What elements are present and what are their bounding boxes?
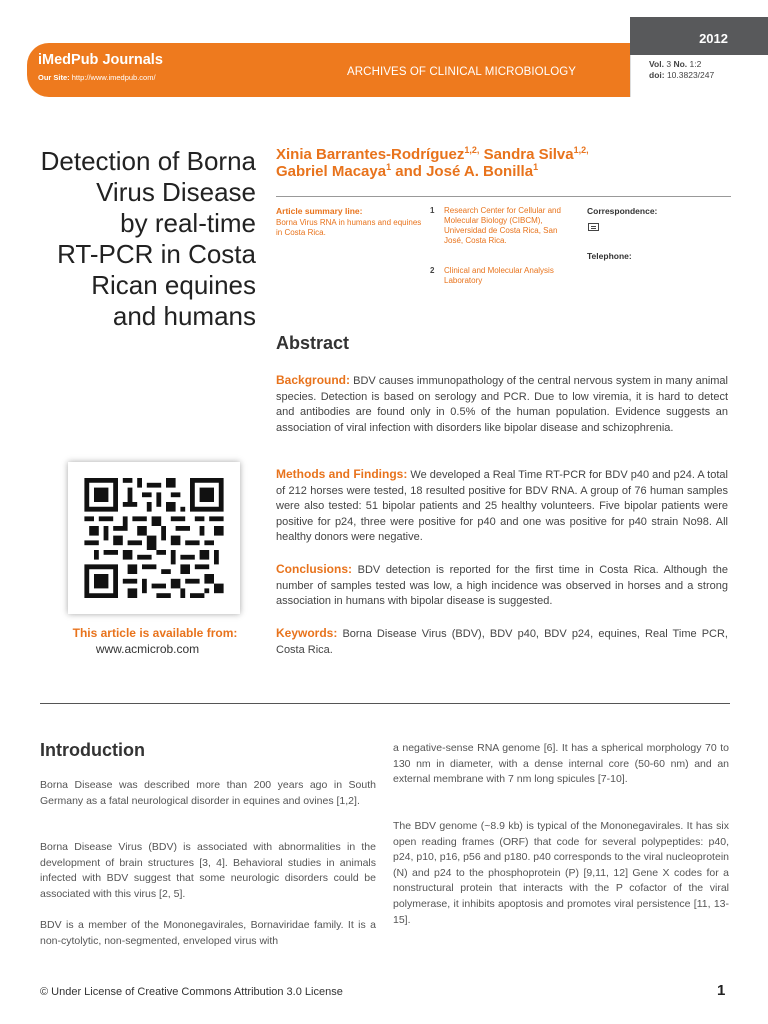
abstract-heading: Abstract — [276, 333, 350, 353]
year-box — [630, 17, 768, 55]
author-3: Gabriel Macaya — [276, 163, 387, 180]
page-number: 1 — [717, 982, 726, 999]
site-label: Our Site: — [38, 73, 70, 82]
site-url-link[interactable]: http://www.imedpub.com/ — [71, 73, 156, 82]
abstract-conclusions: Conclusions: BDV detection is reported for the first time in Costa Rica. Although the number of samples tested was low, a high incidence was observed in horses and a strong association in humans with bipolar disease is suggested. — [276, 562, 728, 608]
article-url-link[interactable]: www.acmicrob.com — [95, 642, 200, 656]
affiliation-2: 2 Clinical and Molecular Analysis Laboratory — [430, 266, 554, 285]
availability-label: This article is available from: — [72, 626, 238, 640]
intro-paragraph-4: a negative-sense RNA genome [6]. It has a spherical morphology 70 to 130 nm in diameter, with a dense internal core (50-60 nm) and an external membrane with 7 nm long spicules [7-10]. — [393, 742, 729, 786]
intro-paragraph-3: BDV is a member of the Mononegavirales, Bornaviridae family. It is a non-cytolytic, non-segmented, enveloped virus with — [40, 919, 376, 947]
intro-paragraph-1: Borna Disease was described more than 200 years ago in South Germany as a fatal neurological disorder in equines and ovines [1,2]. — [40, 779, 376, 807]
author-list: Xinia Barrantes-Rodríguez$^{1,2,}$ Sandra Silva$^{1,2,}$ Gabriel Macaya$^1$ and José A. Bonilla$^1$ — [276, 145, 589, 180]
intro-paragraph-5: The BDV genome (~8.9 kb) is typical of the Mononegavirales. It has six open reading frames (ORF) that code for several polypeptides: p40, p24, p10, p16, p56 and p180. p40 corresponds to the viral nucleoprotein (N) and p24 to the phosphoprotein (P) [9,11, 12] Gene X codes for a nonstructural protein that interacts with the P cofactor of the viral polymerase, it inhibits apoptosis and promotes viral persistence [11, 13-15]. — [393, 820, 729, 926]
affiliation-1: 1 Research Center for Cellular and Molecular Biology (CIBCM), Universidad de Costa Rica, San José, Costa Rica. — [430, 206, 561, 245]
volume-number: Vol. 3 No. 1:2 — [649, 59, 702, 69]
author-1: Xinia Barrantes-Rodríguez — [276, 146, 465, 163]
correspondence-label: Correspondence: — [587, 206, 658, 216]
author-2: Sandra Silva — [483, 146, 574, 163]
abstract-keywords: Keywords: Borna Disease Virus (BDV), BDV p40, BDV p24, equines, Real Time PCR, Costa Rica. — [276, 626, 728, 656]
summary-text: Borna Virus RNA in humans and equines in Costa Rica. — [276, 218, 422, 237]
qr-code-card[interactable] — [68, 462, 240, 614]
qr-code — [84, 478, 224, 598]
intro-paragraph-2: Borna Disease Virus (BDV) is associated with abnormalities in the development of brain structures [3, 4]. Behavioral studies in animals infected with BDV suggest that some neurologic disorders could be associated with this virus [2, 5]. — [40, 841, 376, 900]
author-4: José A. Bonilla — [426, 163, 534, 180]
year: 2012 — [699, 31, 728, 46]
mail-icon[interactable] — [588, 223, 599, 231]
issue-meta — [630, 55, 768, 97]
telephone-label: Telephone: — [587, 251, 632, 261]
license-footer: © Under License of Creative Commons Attribution 3.0 License — [40, 986, 343, 998]
journal-banner — [27, 43, 630, 97]
divider — [276, 196, 731, 197]
introduction-heading: Introduction — [40, 740, 145, 760]
summary-label: Article summary line: — [276, 206, 363, 216]
publisher-site — [38, 73, 156, 82]
abstract-background: Background: BDV causes immunopathology of the central nervous system in many animal species. Detection is based on serology and PCR. Due to low viremia, it is hard to detect and antibodies are found only in 0.5% of the human population. Evidence suggests an association of viral infection with disorders like bipolar disease and schizophrenia. — [276, 373, 728, 434]
journal-name: ARCHIVES OF CLINICAL MICROBIOLOGY — [347, 66, 577, 78]
publisher-brand: iMedPub Journals — [38, 52, 163, 68]
abstract-methods: Methods and Findings: We developed a Real Time RT-PCR for BDV p40 and p24. A total of 212 horses were tested, 18 resulted positive for BDV RNA. A group of 76 human samples were also tested: 51 bipolar patients and 25 healthy volunteers. Five bipolar patients were positive for p24, three were positive for p40 and one was positive for p40 strain No98. All healthy donors were negative. — [276, 467, 728, 544]
article-title: Detection of Borna Virus Disease by real-time RT-PCR in Costa Rican equines and humans — [40, 146, 256, 331]
doi: doi: 10.3823/247 — [649, 70, 715, 80]
section-divider — [40, 703, 730, 704]
